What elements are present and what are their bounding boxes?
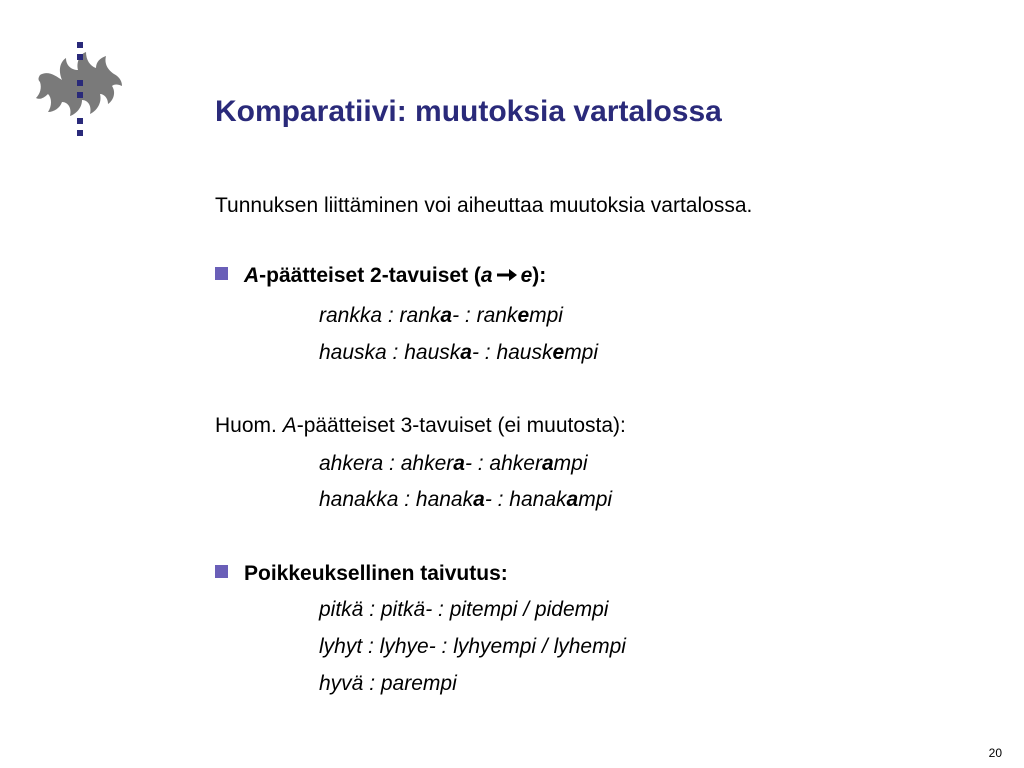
note-line: Huom. A-päätteiset 3-tavuiset (ei muutosta): bbox=[215, 414, 626, 437]
slide-title: Komparatiivi: muutoksia vartalossa bbox=[215, 95, 722, 128]
bullet-close: ): bbox=[532, 264, 547, 287]
arrow-to: e bbox=[520, 264, 533, 287]
example-line: lyhyt : lyhye- : lyhyempi / lyhempi bbox=[319, 635, 626, 658]
example-line: hanakka : hanaka- : hanakampi bbox=[319, 488, 613, 511]
bullet-lead: A bbox=[244, 264, 260, 287]
example-line: hauska : hauska- : hauskempi bbox=[319, 341, 599, 364]
university-flame-logo-icon bbox=[30, 40, 130, 140]
bullet-square-icon bbox=[215, 565, 228, 578]
example-line: rankka : ranka- : rankempi bbox=[319, 304, 563, 327]
intro-text: Tunnuksen liittäminen voi aiheuttaa muutoksia vartalossa. bbox=[215, 194, 753, 217]
example-line: pitkä : pitkä- : pitempi / pidempi bbox=[319, 598, 609, 621]
bullet-text: -päätteiset 2-tavuiset ( bbox=[259, 264, 481, 287]
bullet-a-paatteiset bbox=[215, 263, 546, 289]
bullet-square-icon bbox=[215, 267, 228, 280]
right-arrow-icon bbox=[496, 268, 518, 282]
arrow-from: a bbox=[480, 264, 493, 287]
example-line: hyvä : parempi bbox=[319, 672, 457, 695]
page-number: 20 bbox=[988, 746, 1002, 760]
bullet-poikkeuksellinen: Poikkeuksellinen taivutus: bbox=[215, 561, 508, 587]
example-line: ahkera : ahkera- : ahkerampi bbox=[319, 452, 588, 475]
